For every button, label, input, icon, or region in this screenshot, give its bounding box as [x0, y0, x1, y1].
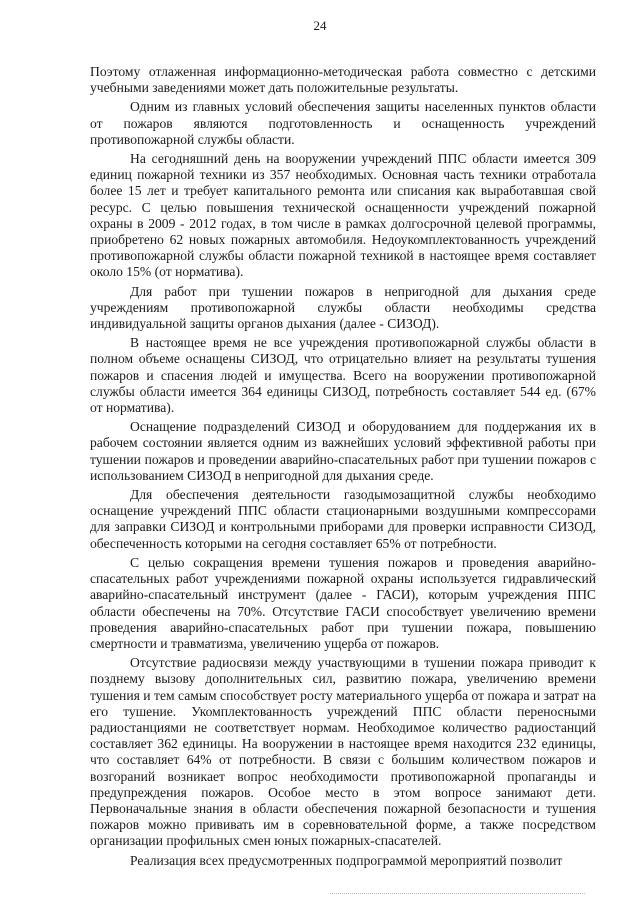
paragraph: Для обеспечения деятельности газодымозащитной службы необходимо оснащение учреждений ППС области стационарными воздушными компрессорами для заправки СИЗОД и контрольными приборами для проверки исправности СИЗОД, обеспеченность которыми на сегодня составляет 65% от потребности. — [90, 487, 596, 551]
document-body — [90, 64, 596, 872]
paragraph: Одним из главных условий обеспечения защиты населенных пунктов области от пожаров являются подготовленность и оснащенность учреждений противопожарной службы области. — [90, 99, 596, 147]
paragraph: Реализация всех предусмотренных подпрограммой мероприятий позволит — [130, 852, 563, 868]
footer-divider — [330, 893, 585, 894]
paragraph: Для работ при тушении пожаров в непригодной для дыхания среде учреждениям противопожарной службы области необходимы средства индивидуальной защиты органов дыхания (далее - СИЗОД). — [90, 283, 596, 332]
paragraph: С целью сокращения времени тушения пожаров и проведения аварийно-спасательных работ учреждениями пожарной охраны используется гидравлический аварийно-спасательный инструмент (далее - ГАСИ), которым учреждения ППС области обеспечены на 70%. Отсутствие ГАСИ способствует увеличению времени проведения аварийно-спасательных работ при тушении пожара, повышению смертности и травматизма, увеличению ущерба от пожаров. — [90, 554, 596, 651]
paragraph: В настоящее время не все учреждения противопожарной службы области в полном объеме оснащены СИЗОД, что отрицательно влияет на результаты тушения пожаров и спасения людей и имущества. Всего на вооружении противопожарной службы области имеется 364 единицы СИЗОД, потребность составляет 544 ед. (67% от норматива). — [90, 335, 596, 416]
paragraph: Поэтому отлаженная информационно-методическая работа совместно с детскими учебными заведениями может дать положительные результаты. — [90, 64, 596, 96]
paragraph: Оснащение подразделений СИЗОД и оборудованием для поддержания их в рабочем состоянии является одним из важнейших условий эффективной работы при тушении пожаров и проведении аварийно-спасательных работ при тушении пожаров с использованием СИЗОД в непригодной для дыхания среде. — [90, 419, 596, 483]
page-number: 24 — [313, 18, 327, 33]
paragraph: Отсутствие радиосвязи между участвующими в тушении пожара приводит к позднему вызову дополнительных сил, развитию пожара, увеличению времени тушения и тем самым способствует росту материального ущерба от пожара и затрат на его тушение. Укомплектованность учреждений ППС области переносными радиостанциями не соответствует нормам. Необходимое количество радиостанций составляет 362 единицы. На вооружении в настоящее время находится 232 единицы, что составляет 64% от потребности. В связи с большим количеством пожаров и возгораний возникает вопрос необходимости противопожарной пропаганды и предупреждения пожаров. Особое место в этом вопросе занимают дети. Первоначальные знания в области обеспечения пожарной безопасности и тушения пожаров можно прививать им в соревновательной форме, а также посредством организации профильных смен юных пожарных-спасателей. — [90, 655, 596, 849]
paragraph: На сегодняшний день на вооружении учреждений ППС области имеется 309 единиц пожарной техники из 357 необходимых. Основная часть техники отработала более 15 лет и требует капитального ремонта или списания как выработавшая свой ресурс. С целью повышения технической оснащенности учреждений пожарной охраны в 2009 - 2012 годах, в том числе в рамках долгосрочной целевой программы, приобретено 62 новых пожарных автомобиля. Недоукомплектованность учреждений противопожарной службы области пожарной техникой в настоящее время составляет около 15% (от норматива). — [90, 151, 596, 280]
